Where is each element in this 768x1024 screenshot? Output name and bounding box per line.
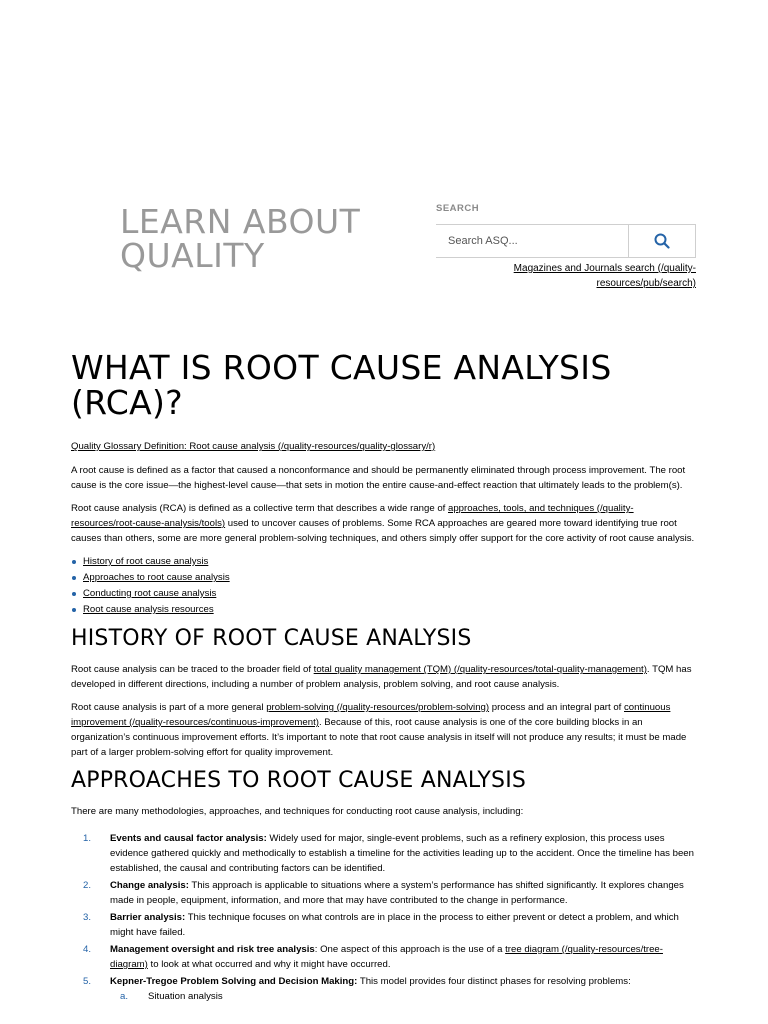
tqm-link[interactable]: total quality management (TQM) (/quality-resources/total-quality-management) (313, 664, 647, 675)
toc-link-history[interactable]: History of root cause analysis (83, 556, 209, 567)
sub-item-text: Situation analysis (148, 991, 223, 1002)
intro-text: Root cause analysis (RCA) is defined as a collective term that describes a wide range of (71, 503, 448, 514)
toc-item-resources (83, 602, 697, 618)
toc-item-approaches (83, 570, 697, 586)
history-heading: HISTORY OF ROOT CAUSE ANALYSIS (71, 626, 472, 651)
list-item (83, 831, 697, 876)
item-text: This model provides four distinct phases for resolving problems: (357, 976, 631, 987)
intro-paragraph-1: A root cause is defined as a factor that caused a nonconformance and should be permanently eliminated through process improvement. The root cause is the core issue—the highest-level cause—that sets in motion the entire cause-and-effect reaction that ultimately leads to the problem(s). (71, 465, 686, 491)
list-item (83, 910, 697, 940)
history-text: process and an integral part of (489, 702, 624, 713)
list-number: 1. (83, 833, 92, 844)
search-label: SEARCH (436, 203, 480, 214)
item-title: Change analysis: (110, 880, 189, 891)
intro-text: used to uncover causes of problems. Some RCA approaches are geared more toward identifying true root causes than others, some are more general problem-solving techniques, and others simply offer support for the core activity of root cause analysis. (71, 518, 695, 544)
item-text: : One aspect of this approach is the use of a (314, 944, 506, 955)
history-text: . TQM has developed in different directions, including a number of problem analysis, problem solving, and root cause analysis. (71, 664, 692, 690)
search-icon (654, 233, 670, 249)
approaches-heading: APPROACHES TO ROOT CAUSE ANALYSIS (71, 768, 527, 793)
toc-link-conducting[interactable]: Conducting root cause analysis (83, 588, 217, 599)
history-text: Root cause analysis is part of a more general (71, 702, 267, 713)
page-title: WHAT IS ROOT CAUSE ANALYSIS (RCA)? (71, 348, 612, 422)
list-item (83, 974, 697, 1004)
item-text: This approach is applicable to situations where a system’s performance has shifted significantly. It explores changes made in people, equipment, information, and more that may have contributed to the change in performance. (110, 880, 684, 906)
list-item (83, 878, 697, 908)
section-title-line-2: QUALITY (120, 236, 265, 275)
intro-paragraph-2 (71, 501, 697, 546)
toc-item-conducting (83, 586, 697, 602)
section-title (120, 202, 361, 275)
item-text: Widely used for major, single-event problems, such as a refinery explosion, this process uses evidence gathered quickly and methodically to establish a timeline for the activities leading up to the accident. Once the timeline has been established, the causal and contributing factors can be identified. (110, 833, 694, 874)
item-title: Kepner-Tregoe Problem Solving and Decision Making: (110, 976, 358, 987)
tools-link[interactable]: approaches, tools, and techniques (/quality-resources/root-cause-analysis/tools) (71, 503, 634, 529)
item-text: This technique focuses on what controls are in place in the process to either prevent or detect a problem, and which might have failed. (110, 912, 679, 938)
sub-list-letter: a. (120, 991, 129, 1002)
item-title: Management oversight and risk tree analysis (110, 944, 315, 955)
continuous-improvement-link[interactable]: continuous improvement (/quality-resources/continuous-improvement) (71, 702, 671, 728)
item-title: Events and causal factor analysis: (110, 833, 267, 844)
history-paragraph-2 (71, 700, 697, 760)
sub-list-item (120, 989, 697, 1004)
tree-diagram-link[interactable]: tree diagram (/quality-resources/tree-diagram) (110, 944, 663, 970)
list-number: 3. (83, 912, 92, 923)
item-title: Barrier analysis: (110, 912, 186, 923)
history-text: Root cause analysis can be traced to the broader field of (71, 664, 314, 675)
article-content (71, 439, 697, 1006)
history-text: . Because of this, root cause analysis is one of the core building blocks in an organization’s continuous improvement efforts. It’s important to note that root cause analysis in itself will not produce any results; it must be made part of a larger problem-solving effort for quality improvement. (71, 717, 687, 758)
glossary-link[interactable]: Quality Glossary Definition: Root cause analysis (/quality-resources/quality-glossary/r) (71, 441, 436, 452)
toc-link-approaches[interactable]: Approaches to root cause analysis (83, 572, 230, 583)
list-number: 2. (83, 880, 92, 891)
magazines-journals-search-link[interactable]: Magazines and Journals search (/quality-resources/pub/search) (513, 263, 696, 289)
problem-solving-link[interactable]: problem-solving (/quality-resources/problem-solving) (266, 702, 490, 713)
list-item (83, 942, 697, 972)
search-box (436, 224, 696, 258)
toc-item-history (83, 554, 697, 570)
table-of-contents (71, 554, 697, 618)
section-title-line-1: LEARN ABOUT (120, 202, 361, 241)
list-number: 5. (83, 976, 92, 987)
history-paragraph-1 (71, 662, 697, 692)
search-input[interactable] (436, 225, 628, 257)
list-number: 4. (83, 944, 92, 955)
sub-list (110, 989, 697, 1004)
approaches-intro: There are many methodologies, approaches, and techniques for conducting root cause analysis, including: (71, 806, 524, 817)
approaches-list (71, 831, 697, 1004)
search-button[interactable] (628, 225, 696, 257)
glossary-paragraph (71, 439, 697, 454)
toc-link-resources[interactable]: Root cause analysis resources (83, 604, 214, 615)
item-text: to look at what occurred and why it might have occurred. (147, 959, 391, 970)
